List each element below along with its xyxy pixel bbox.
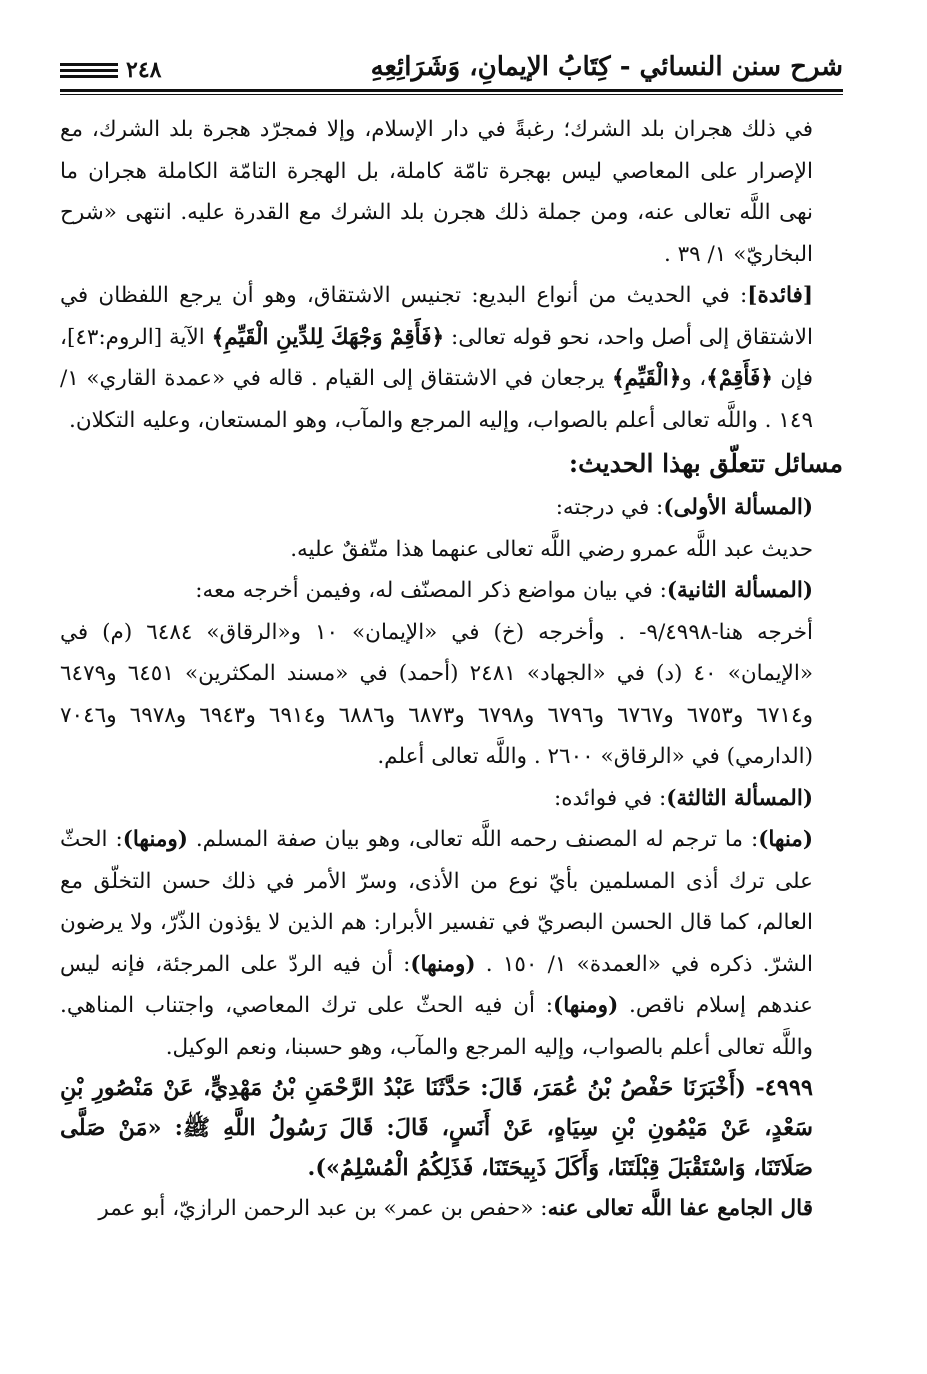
section-heading: مسائل تتعلّق بهذا الحديث: <box>568 449 843 478</box>
paragraph-faida <box>60 275 843 441</box>
masala-1 <box>60 487 843 529</box>
page-number <box>60 57 161 83</box>
minha-2: (ومنها) <box>122 827 188 852</box>
masala-2-body: أخرجه هنا-٩/٤٩٩٨- . وأخرجه (خ) في «الإيمان» ١٠ و«الرقاق» ٦٤٨٤ (م) في «الإيمان» ٤٠ (د) في «الجهاد» ٢٤٨١ (أحمد) في «مسند المكثرين» ٦٤٥١ و٦٤٧٩ و٦٧١٤ و٦٧٥٣ و٦٧٦٧ و٦٧٩٦ و٦٧٩٨ و٦٨٧٣ و٦٨٨٦ و٦٩١٤ و٦٩٤٣ و٦٩٧٨ و٧٠٤٦ (الدارمي) في «الرقاق» ٢٦٠٠ . واللَّه تعالى أعلم. <box>60 619 813 769</box>
faida-text-a: : في الحديث من أنواع البديع: تجنيس الاشتقاق، وهو أن يرجع اللفظان في الاشتقاق إلى أصل واحد، نحو قوله تعالى: <box>60 283 813 350</box>
masala-2-label: (المسألة الثانية) <box>666 578 813 603</box>
page-number-label: ٢٤٨ <box>126 57 162 83</box>
page-title: شرح سنن النسائي - كِتَابُ الإيمانِ، وَشَرَائِعِهِ <box>370 52 843 82</box>
masala-1-text: : في درجته: <box>555 495 664 520</box>
masala-1-label: (المسألة الأولى) <box>663 495 813 520</box>
faida-text-c: ، و <box>681 366 707 391</box>
masala-3-text: : في فوائده: <box>554 785 667 811</box>
quran-verse-2: ﴿فَأَقِمْ﴾ <box>706 366 773 391</box>
document-page <box>60 45 843 1345</box>
body-text <box>60 109 843 1230</box>
minha-1: (منها) <box>758 827 813 852</box>
masala-3-body <box>60 819 843 1068</box>
masala-2 <box>60 570 843 612</box>
faida-label: [فائدة] <box>747 283 813 308</box>
page-number-ornament <box>60 63 118 78</box>
minha-4: (ومنها) <box>553 993 619 1018</box>
quran-verse-1: ﴿فَأَقِمْ وَجْهَكَ لِلدِّينِ الْقَيِّمِ﴾ <box>211 324 445 350</box>
paragraph-1: في ذلك هجران بلد الشرك؛ رغبةً في دار الإسلام، وإلا فمجرّد هجرة بلد الشرك، مع الإصرار على المعاصي ليس بهجرة تامّة كاملة، بل الهجرة التامّة الكاملة هجران ما نهى اللَّه تعالى عنه، ومن جملة ذلك هجرن بلد الشرك مع القدرة عليه. انتهى «شرح البخاريّ» ١/ ٣٩ . <box>60 117 813 267</box>
masala-3-label: (المسألة الثالثة) <box>666 785 813 811</box>
hadith-text: (أَخْبَرَنَا حَفْصُ بْنُ عُمَرَ، قَالَ: حَدَّثَنَا عَبْدُ الرَّحْمَنِ بْنُ مَهْدِيٍّ، عَنْ مَنْصُورِ بْنِ سَعْدٍ، عَنْ مَيْمُونِ بْنِ سِيَاهٍ، عَنْ أَنَسٍ، قَالَ: قَالَ رَسُولُ اللَّهِ ﷺ: «مَنْ صَلَّى صَلَاتَنَا، وَاسْتَقْبَلَ قِبْلَتَنَا، وَأَكَلَ ذَبِيحَتَنَا، فَذَلِكُمُ الْمُسْلِمُ»). <box>60 1075 813 1181</box>
masala-2-text: : في بيان مواضع ذكر المصنّف له، وفيمن أخرجه معه: <box>195 578 667 603</box>
masala-3-text-c: : أن فيه الردّ على المرجئة، فإنه ليس عندهم إسلام ناقص. <box>60 951 813 1018</box>
commentary-text: : «حفص بن عمر» بن عبد الرحمن الرازيّ، أبو عمر <box>98 1196 548 1221</box>
header-rule <box>60 89 843 95</box>
masala-1-body: حديث عبد اللَّه عمرو رضي اللَّه تعالى عنهما هذا متّفقٌ عليه. <box>290 536 813 562</box>
quran-verse-3: ﴿الْقَيِّمِ﴾ <box>611 366 682 391</box>
commentary-label: قال الجامع عفا اللَّه تعالى عنه <box>547 1196 813 1221</box>
minha-3: (ومنها) <box>410 951 476 977</box>
commentary-start <box>60 1188 843 1230</box>
masala-3-text-a: : ما ترجم له المصنف رحمه اللَّه تعالى، وهو بيان صفة المسلم. <box>187 827 759 852</box>
hadith-4999 <box>60 1068 843 1188</box>
faida-text-b: الآية [الروم:٤٣]، فإن <box>60 324 814 391</box>
masala-3-text-d: : أن فيه الحثّ على ترك المعاصي، واجتناب المناهي. واللَّه تعالى أعلم بالصواب، وإليه المرجع والمآب، وهو حسبنا، ونعم الوكيل. <box>60 993 813 1060</box>
masala-3 <box>60 778 843 820</box>
masala-3-text-b: : الحثّ على ترك أذى المسلمين بأيّ نوع من الأذى، وسرّ الأمر في ذلك حسن التخلّق مع العالم، كما قال الحسن البصريّ في تفسير الأبرار: هم الذين لا يؤذون الذّرّ، ولا يرضون الشرّ. ذكره في «العمدة» ١/ ١٥٠ . <box>60 827 813 977</box>
running-head <box>60 45 843 83</box>
faida-text-d: يرجعان في الاشتقاق إلى القيام . قاله في «عمدة القاري» ١/ ١٤٩ . واللَّه تعالى أعلم بالصواب، وإليه المرجع والمآب، وهو المستعان، وعليه التكلان. <box>60 366 813 433</box>
hadith-number: ٤٩٩٩- <box>755 1075 813 1101</box>
